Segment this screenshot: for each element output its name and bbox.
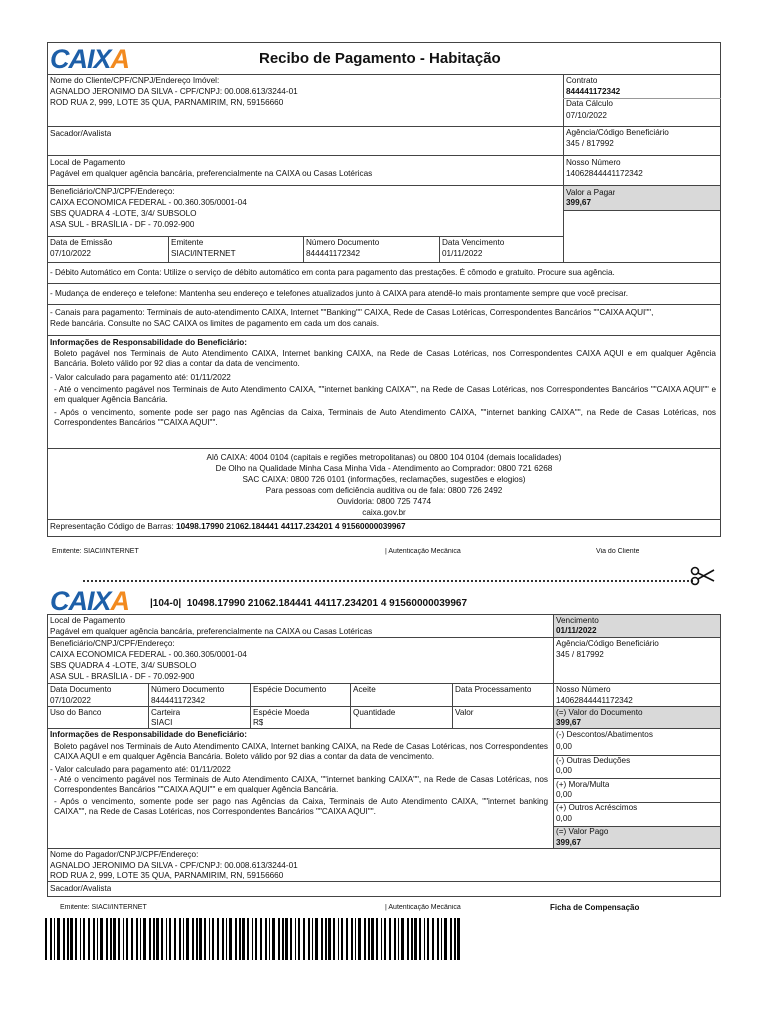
slip-datadoc-label: Data Documento — [50, 685, 112, 694]
slip-nosso-value: 14062844441172342 — [556, 696, 633, 705]
slip-aceite-label: Aceite — [353, 685, 376, 694]
client-address: ROD RUA 2, 999, LOTE 35 QUA, PARNAMIRIM, RN, 59156660 — [50, 98, 284, 107]
slip-uso-label: Uso do Banco — [50, 708, 102, 717]
slip-benef-line2: SBS QUADRA 4 -LOTE, 3/4/ SUBSOLO — [50, 661, 197, 670]
slip-data-proc-label: Data Processamento — [455, 685, 532, 694]
slip-acresc-value: 0,00 — [556, 814, 572, 823]
slip-moeda-value: R$ — [253, 718, 264, 727]
barcode-representation: Representação Código de Barras: 10498.17990 21062.184441 44117.234201 4 91560000039967 — [50, 522, 406, 531]
slip-linha-digitavel: |104-0| 10498.17990 21062.184441 44117.234201 4 91560000039967 — [150, 598, 468, 609]
slip-payer-label: Nome do Pagador/CNPJ/CPF/Endereço: — [50, 850, 199, 859]
slip-resp-paragraph-4: - Após o vencimento, somente pode ser pago nas Agências da Caixa, Terminais de Auto Atendimento CAIXA, ""internet banking CAIXA"", na Rede de Casas Lotéricas, nos Correspondentes Bancários ""CAIXA AQUI"". — [54, 797, 548, 816]
resp-paragraph-3: - Até o vencimento pagável nos Terminais de Auto Atendimento CAIXA, ""internet banking CAIXA"", na Rede de Casas Lotéricas, nos Correspondentes Bancários ""CAIXA AQUI"" e em qualquer Agência Bancária. — [54, 385, 716, 404]
venc-label: Data Vencimento — [442, 238, 505, 247]
emissao-value: 07/10/2022 — [50, 249, 91, 258]
agency-value: 345 / 817992 — [566, 139, 614, 148]
slip-moeda-label: Espécie Moeda — [253, 708, 310, 717]
slip-benef-line1: CAIXA ECONOMICA FEDERAL - 00.360.305/0001-04 — [50, 650, 247, 659]
slip-resp-paragraph-2: - Valor calculado para pagamento até: 01/11/2022 — [50, 765, 231, 774]
slip-local-label: Local de Pagamento — [50, 616, 126, 625]
slip-deduc-value: 0,00 — [556, 766, 572, 775]
nosso-label: Nosso Número — [566, 158, 621, 167]
slip-qtd-label: Quantidade — [353, 708, 396, 717]
slip-numdoc-value: 844441172342 — [151, 696, 206, 705]
msg-endereco: - Mudança de endereço e telefone: Mantenha seu endereço e telefones atualizados junto à CAIXA para atendê-lo mais prontamente sempre que você precisar. — [50, 289, 629, 298]
contact-sac: SAC CAIXA: 0800 726 0101 (informações, reclamações, sugestões e elogios) — [242, 475, 526, 484]
slip-valor-label: Valor — [455, 708, 474, 717]
slip-deduc-label: (-) Outras Deduções — [556, 756, 631, 765]
benef-line1: CAIXA ECONOMICA FEDERAL - 00.360.305/0001-04 — [50, 198, 247, 207]
benef-label: Beneficiário/CNPJ/CPF/Endereço: — [50, 187, 175, 196]
slip-agency-label: Agência/Código Beneficiário — [556, 639, 659, 648]
scissors-icon — [690, 565, 716, 587]
benef-line3: ASA SUL - BRASÍLIA - DF - 70.092-900 — [50, 220, 195, 229]
emissao-label: Data de Emissão — [50, 238, 113, 247]
slip-valor-pago-label: (=) Valor Pago — [556, 827, 609, 836]
contact-ouvidoria: Ouvidoria: 0800 725 7474 — [336, 497, 432, 506]
resp-paragraph-1: Boleto pagável nos Terminais de Auto Atendimento CAIXA, Internet banking CAIXA, na Rede de Casas Lotéricas, nos Correspondentes CAIXA AQUI e em qualquer Agência Bancária. Boleto válido por 92 dias a contar da data de vencimento. — [54, 349, 716, 368]
msg-debito: - Débito Automático em Conta: Utilize o serviço de débito automático em conta para pagamento das prestações. É cômodo e gratuito. Procure sua agência. — [50, 268, 615, 277]
slip-sacador-label: Sacador/Avalista — [50, 884, 112, 893]
local-value: Pagável em qualquer agência bancária, preferencialmente na CAIXA ou Casas Lotéricas — [50, 169, 373, 178]
benef-line2: SBS QUADRA 4 -LOTE, 3/4/ SUBSOLO — [50, 209, 197, 218]
slip-valor-doc-label: (=) Valor do Documento — [556, 708, 643, 717]
slip-mora-label: (+) Mora/Multa — [556, 780, 610, 789]
sacador-label: Sacador/Avalista — [50, 129, 112, 138]
slip-resp-title: Informações de Responsabilidade do Beneficiário: — [50, 730, 247, 739]
nosso-value: 14062844441172342 — [566, 169, 643, 178]
slip-footer-ficha: Ficha de Compensação — [550, 903, 640, 912]
msg-canais-2: Rede bancária. Consulte no SAC CAIXA os limites de pagamento em cada um dos canais. — [50, 319, 380, 328]
slip-benef-label: Beneficiário/CNPJ/CPF/Endereço: — [50, 639, 175, 648]
slip-benef-line3: ASA SUL - BRASÍLIA - DF - 70.092-900 — [50, 672, 195, 681]
slip-footer-autenticacao: | Autenticação Mecânica — [385, 904, 461, 911]
contact-site[interactable]: caixa.gov.br — [362, 508, 406, 517]
contact-de-olho: De Olho na Qualidade Minha Casa Minha Vida - Atendimento ao Comprador: 0800 721 6268 — [215, 464, 553, 473]
slip-datadoc-value: 07/10/2022 — [50, 696, 91, 705]
slip-carteira-value: SIACI — [151, 718, 173, 727]
slip-nosso-label: Nosso Número — [556, 685, 611, 694]
barcode — [45, 918, 463, 960]
slip-especie-doc-label: Espécie Documento — [253, 685, 327, 694]
page-title: Recibo de Pagamento - Habitação — [259, 50, 501, 67]
resp-paragraph-4: - Após o vencimento, somente pode ser pago nas Agências da Caixa, Terminais de Auto Atendimento CAIXA, ""internet banking CAIXA"", na Rede de Casas Lotéricas, nos Correspondentes Bancários ""CAIXA AQUI"". — [54, 408, 716, 427]
slip-desc-label: (-) Descontos/Abatimentos — [556, 730, 653, 739]
caixa-logo: CAIXA — [50, 44, 130, 74]
barcode-bar — [457, 918, 460, 960]
caixa-logo-slip: CAIXA — [50, 586, 130, 616]
slip-valor-doc-value: 399,67 — [556, 718, 582, 727]
local-label: Local de Pagamento — [50, 158, 126, 167]
valor-value: 399,67 — [566, 198, 592, 207]
footer-autenticacao: | Autenticação Mecânica — [385, 548, 461, 555]
slip-acresc-label: (+) Outros Acréscimos — [556, 803, 638, 812]
slip-resp-paragraph-3: - Até o vencimento pagável nos Terminais de Auto Atendimento CAIXA, ""internet banking CAIXA"", na Rede de Casas Lotéricas, nos Correspondentes Bancários ""CAIXA AQUI"" e em qualquer Agência Bancária. — [54, 775, 548, 794]
slip-venc-value: 01/11/2022 — [556, 626, 597, 635]
emitente-value: SIACI/INTERNET — [171, 249, 236, 258]
msg-canais-1: - Canais para pagamento: Terminais de auto-atendimento CAIXA, Internet ""Banking"" CAIXA, Rede de Casas Lotéricas, Correspondentes Bancários ""CAIXA AQUI"", — [50, 308, 654, 317]
slip-numdoc-label: Número Documento — [151, 685, 225, 694]
footer-emitente: Emitente: SIACI/INTERNET — [52, 548, 139, 555]
contact-alo: Alô CAIXA: 4004 0104 (capitais e regiões metropolitanas) ou 0800 104 0104 (demais localidades) — [206, 453, 562, 462]
slip-valor-pago-value: 399,67 — [556, 838, 582, 847]
slip-mora-value: 0,00 — [556, 790, 572, 799]
client-name: AGNALDO JERONIMO DA SILVA - CPF/CNPJ: 00.008.613/3244-01 — [50, 87, 298, 96]
footer-via-cliente: Via do Cliente — [596, 548, 640, 555]
numdoc-label: Número Documento — [306, 238, 380, 247]
contract-label: Contrato — [566, 76, 598, 85]
contract-value: 844441172342 — [566, 87, 621, 96]
client-label: Nome do Cliente/CPF/CNPJ/Endereço Imóvel: — [50, 76, 220, 85]
slip-carteira-label: Carteira — [151, 708, 181, 717]
calc-date-value: 07/10/2022 — [566, 111, 607, 120]
slip-payer-address: ROD RUA 2, 999, LOTE 35 QUA, PARNAMIRIM, RN, 59156660 — [50, 871, 284, 880]
slip-payer-name: AGNALDO JERONIMO DA SILVA - CPF/CNPJ: 00.008.613/3244-01 — [50, 861, 298, 870]
emitente-label: Emitente — [171, 238, 204, 247]
contact-deficiencia: Para pessoas com deficiência auditiva ou de fala: 0800 726 2492 — [265, 486, 503, 495]
valor-label: Valor a Pagar — [566, 188, 616, 197]
resp-paragraph-2: - Valor calculado para pagamento até: 01/11/2022 — [50, 373, 231, 382]
resp-title: Informações de Responsabilidade do Beneficiário: — [50, 338, 247, 347]
slip-footer-emitente: Emitente: SIACI/INTERNET — [60, 904, 147, 911]
numdoc-value: 844441172342 — [306, 249, 361, 258]
venc-value: 01/11/2022 — [442, 249, 483, 258]
slip-resp-paragraph-1: Boleto pagável nos Terminais de Auto Atendimento CAIXA, Internet banking CAIXA, na Rede de Casas Lotéricas, nos Correspondentes CAIXA AQUI e em qualquer Agência Bancária. Boleto válido por 92 dias a contar da data de vencimento. — [54, 742, 548, 761]
agency-label: Agência/Código Beneficiário — [566, 128, 669, 137]
cut-line — [83, 580, 693, 582]
slip-venc-label: Vencimento — [556, 616, 599, 625]
slip-local-value: Pagável em qualquer agência bancária, preferencialmente na CAIXA ou Casas Lotéricas — [50, 627, 373, 636]
calc-date-label: Data Cálculo — [566, 99, 613, 108]
slip-desc-value: 0,00 — [556, 742, 572, 751]
slip-agency-value: 345 / 817992 — [556, 650, 604, 659]
